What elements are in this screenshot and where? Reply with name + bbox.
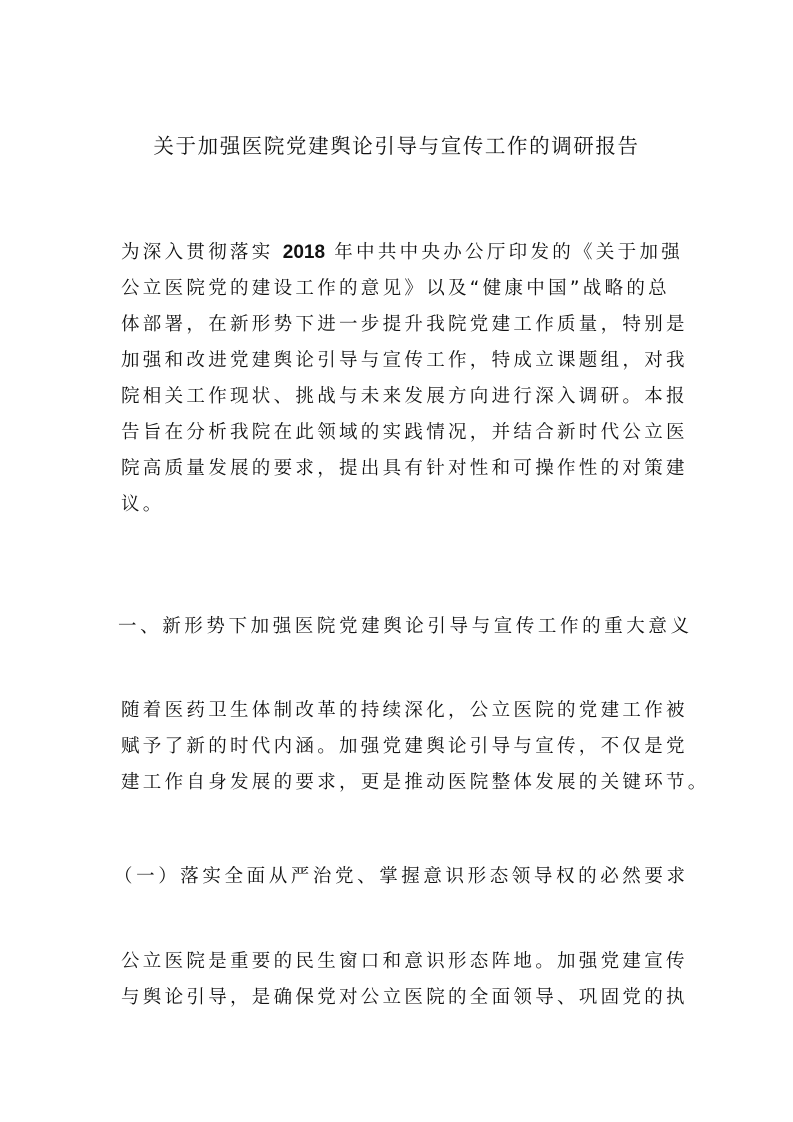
intro-line-4: 加强和改进党建舆论引导与宣传工作，特成立课题组，对我 (121, 350, 688, 371)
subsection1-line-2: 与舆论引导，是确保党对公立医院的全面领导、巩固党的执 (121, 987, 688, 1008)
section1-paragraph (121, 693, 710, 801)
intro-line-7: 院高质量发展的要求，提出具有针对性和可操作性的对策建 (121, 458, 688, 479)
subsection1-line-1: 公立医院是重要的民生窗口和意识形态阵地。加强党建宣传 (121, 951, 688, 972)
intro-paragraph (121, 235, 688, 523)
intro-line-1-text: 为深入贯彻落实 2018 年中共中央办公厅印发的《关于加强 (121, 242, 684, 263)
intro-line-6: 告旨在分析我院在此领域的实践情况，并结合新时代公立医 (121, 422, 688, 443)
intro-line-2: 公立医院党的建设工作的意见》以及“健康中国”战略的总 (121, 278, 670, 299)
section1-line-1: 随着医药卫生体制改革的持续深化，公立医院的党建工作被 (121, 700, 688, 721)
intro-line-8: 议。 (121, 494, 165, 515)
section1-line-2: 赋予了新的时代内涵。加强党建舆论引导与宣传，不仅是党 (121, 736, 688, 757)
subsection-heading-1: （一）落实全面从严治党、掌握意识形态领导权的必然要求 (114, 866, 689, 887)
intro-line-5: 院相关工作现状、挑战与未来发展方向进行深入调研。本报 (121, 386, 688, 407)
document-title: 关于加强医院党建舆论引导与宣传工作的调研报告 (153, 134, 640, 158)
section1-line-3: 建工作自身发展的要求，更是推动医院整体发展的关键环节。 (121, 772, 710, 793)
intro-line-3: 体部署，在新形势下进一步提升我院党建工作质量，特别是 (121, 314, 688, 335)
subsection1-paragraph (121, 944, 688, 1016)
intro-line-1 (121, 235, 684, 271)
year-number: 2018 (282, 242, 326, 263)
section-heading-1: 一、新形势下加强医院党建舆论引导与宣传工作的重大意义 (118, 616, 693, 637)
